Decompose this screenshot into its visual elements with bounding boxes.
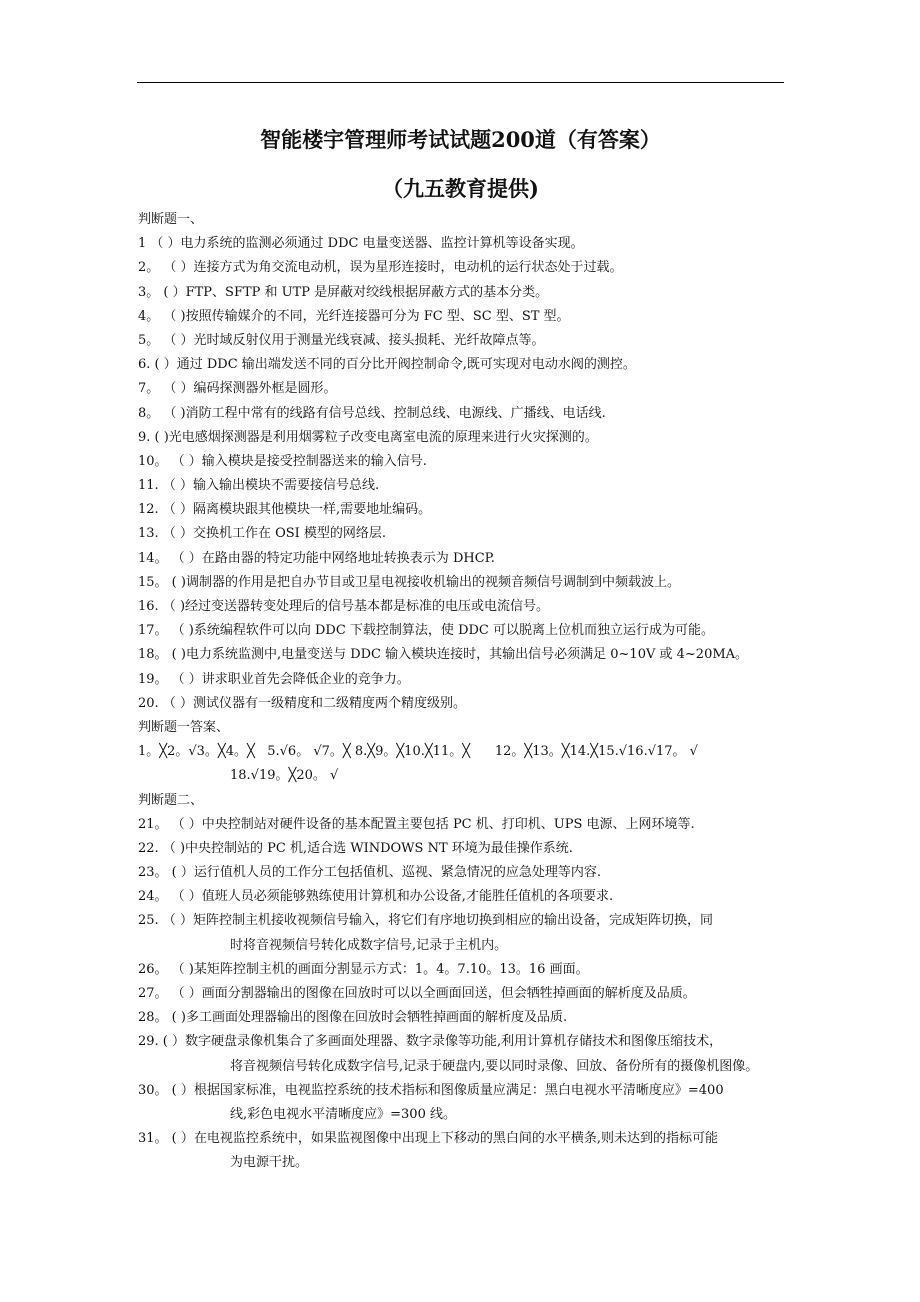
question-line: 23。 ( ）运行值机人员的工作分工包括值机、巡视、紧急情况的应急处理等内容. <box>138 865 602 881</box>
question-line: 19。 （ ）讲求职业首先会降低企业的竞争力。 <box>138 671 410 687</box>
question-line-continued: 线,彩色电视水平清晰度应》=300 线。 <box>230 1106 456 1122</box>
question-line: 18。 ( )电力系统监测中,电量变送与 DDC 输入模块连接时，其输出信号必须满足 0~10V 或 4~20MA。 <box>138 647 749 663</box>
question-line-continued: 将音视频信号转化成数字信号,记录于硬盘内,要以同时录像、回放、备份所有的摄像机图像。 <box>230 1058 759 1074</box>
question-line: 9. ( )光电感烟探测器是利用烟雾粒子改变电离室电流的原理来进行火灾探测的。 <box>138 429 598 445</box>
question-line: 28。 ( )多工画面处理器输出的图像在回放时会牺牲掉画面的解析度及品质. <box>138 1010 568 1026</box>
question-line: 21。 （ ）中央控制站对硬件设备的基本配置主要包括 PC 机、打印机、UPS 电源、上网环境等. <box>138 816 695 832</box>
question-line: 3。 ( ）FTP、SFTP 和 UTP 是屏蔽对绞线根据屏蔽方式的基本分类。 <box>138 284 549 300</box>
question-line: 11. （ ）输入输出模块不需要接信号总线. <box>138 478 380 494</box>
question-line: 26。 （ )某矩阵控制主机的画面分割显示方式：1。4。7.10。13。16 画面。 <box>138 961 589 977</box>
question-line: 14。 （ ）在路由器的特定功能中网络地址转换表示为 DHCP. <box>138 550 495 566</box>
question-line: 29. ( ）数字硬盘录像机集合了多画面处理器、数字录像等功能,利用计算机存储技术和图像压缩技术， <box>138 1034 723 1050</box>
section-heading: 判断题二、 <box>138 792 204 808</box>
question-list <box>138 208 784 1176</box>
question-line: 12. （ ）隔离模块跟其他模块一样,需要地址编码。 <box>138 502 432 518</box>
question-line: 17。 （ )系统编程软件可以向 DDC 下载控制算法，使 DDC 可以脱离上位机而独立运行成为可能。 <box>138 623 714 639</box>
document-title: 智能楼宇管理师考试试题200道（有答案） <box>260 127 661 152</box>
answer-heading: 判断题一答案、 <box>138 719 230 735</box>
question-line: 1 （ ）电力系统的监测必须通过 DDC 电量变送器、监控计算机等设备实现。 <box>138 236 584 252</box>
question-line: 30。 ( ）根据国家标准，电视监控系统的技术指标和图像质量应满足：黑白电视水平清晰度应》=400 <box>138 1082 724 1098</box>
question-line: 31。 ( ）在电视监控系统中，如果监视图像中出现上下移动的黑白间的水平横条,则未达到的指标可能 <box>138 1131 719 1147</box>
question-line: 2。 （ ）连接方式为角交流电动机，误为星形连接时，电动机的运行状态处于过载。 <box>138 260 623 276</box>
question-line-continued: 时将音视频信号转化成数字信号,记录于主机内。 <box>230 937 508 953</box>
question-line: 5。 （ ）光时域反射仪用于测量光线衰减、接头损耗、光纤故障点等。 <box>138 332 545 348</box>
question-line: 7。 （ ）编码探测器外框是圆形。 <box>138 381 337 397</box>
question-line: 25. （ ）矩阵控制主机接收视频信号输入，将它们有序地切换到相应的输出设备，完成矩阵切换，同 <box>138 913 713 929</box>
question-line: 27。 （ ）画面分割器输出的图像在回放时可以以全画面回送，但会牺牲掉画面的解析度及品质。 <box>138 986 696 1001</box>
question-line: 16. （ )经过变送器转变处理后的信号基本都是标准的电压或电流信号。 <box>138 599 550 614</box>
answer-line: 1。╳2。√3。╳4。╳ 5.√6。 √7。╳ 8.╳9。╳10.╳11。╳ 12。╳13。╳14.╳15.√16.√17。 √ <box>138 744 698 760</box>
question-line: 4。 （ )按照传输媒介的不同，光纤连接器可分为 FC 型、SC 型、ST 型。 <box>138 308 570 324</box>
answer-line-continued: 18.√19。╳20。 √ <box>230 768 339 784</box>
question-line: 22. （ )中央控制站的 PC 机,适合选 WINDOWS NT 环境为最佳操作系统. <box>138 840 573 856</box>
question-line: 8。 （ )消防工程中常有的线路有信号总线、控制总线、电源线、广播线、电话线. <box>138 405 606 421</box>
question-line: 6. ( ）通过 DDC 输出端发送不同的百分比开阀控制命令,既可实现对电动水阀的测控。 <box>138 357 636 373</box>
question-line: 24。 （ ）值班人员必须能够熟练使用计算机和办公设备,才能胜任值机的各项要求. <box>138 889 614 905</box>
question-line: 13. （ ）交换机工作在 OSI 模型的网络层. <box>138 526 387 542</box>
section-heading: 判断题一、 <box>138 212 204 227</box>
question-line: 20. （ ）测试仪器有一级精度和二级精度两个精度级别。 <box>138 695 466 711</box>
header-rule <box>137 82 784 83</box>
question-line: 10。 （ ）输入模块是接受控制器送来的输入信号. <box>138 453 427 469</box>
question-line: 15。 ( )调制器的作用是把自办节目或卫星电视接收机输出的视频音频信号调制到中频载波上。 <box>138 574 680 590</box>
document-subtitle: （九五教育提供) <box>382 176 539 201</box>
question-line-continued: 为电源干扰。 <box>230 1155 309 1171</box>
